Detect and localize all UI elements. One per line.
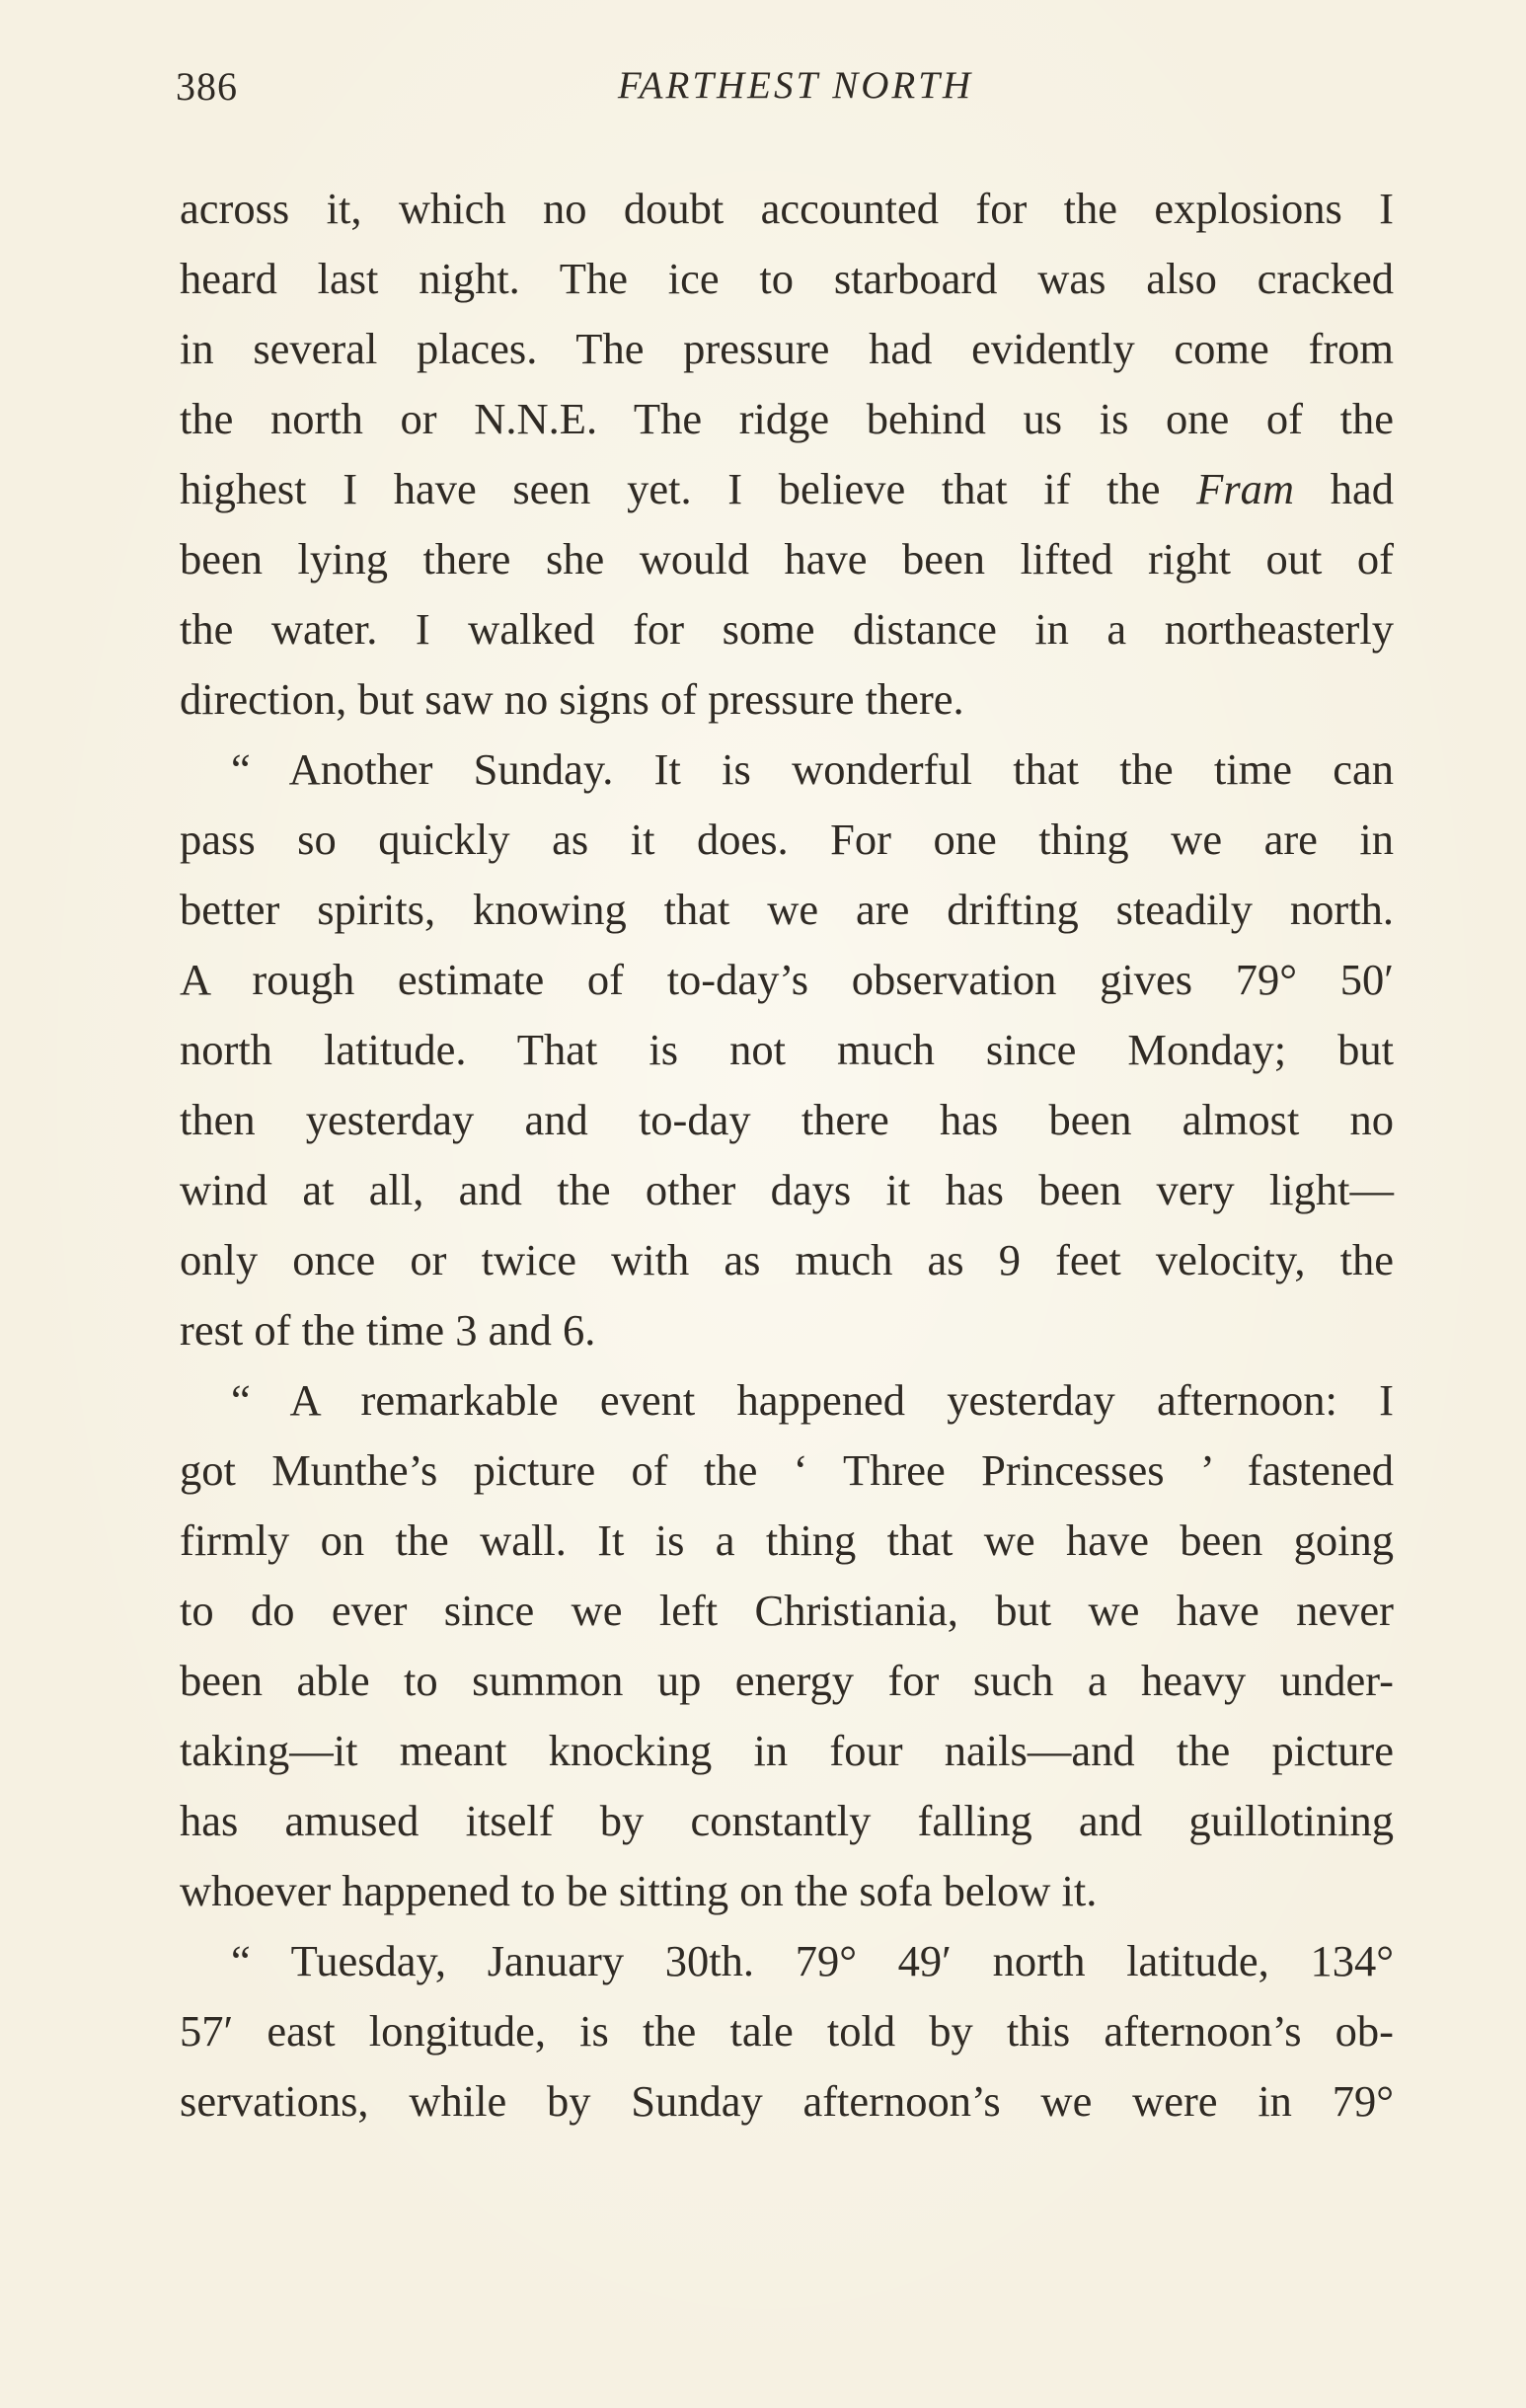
text-line: the north or N.N.E. The ridge behind us is one of the	[180, 394, 1394, 443]
text-line: “ Tuesday, January 30th. 79° 49′ north latitude, 134°	[231, 1936, 1394, 1985]
text-line: to do ever since we left Christiania, but we have never	[180, 1586, 1394, 1635]
text-line: across it, which no doubt accounted for the explosions I	[180, 184, 1394, 233]
ship-name: Fram	[1196, 464, 1295, 513]
text-line: better spirits, knowing that we are drifting steadily north.	[180, 885, 1394, 934]
text-line: 57′ east longitude, is the tale told by this afternoon’s ob-	[180, 2006, 1394, 2056]
body-text	[180, 174, 1394, 2136]
text-line: got Munthe’s picture of the ‘ Three Princesses ’ fastened	[180, 1445, 1394, 1495]
text-line: “ Another Sunday. It is wonderful that the time can	[231, 744, 1394, 794]
text-line: pass so quickly as it does. For one thing we are in	[180, 815, 1394, 864]
text-line: “ A remarkable event happened yesterday afternoon: I	[231, 1375, 1394, 1425]
text-line: north latitude. That is not much since Monday; but	[180, 1025, 1394, 1074]
running-title: FARTHEST NORTH	[617, 64, 974, 107]
page-number: 386	[176, 64, 238, 109]
text-line: rest of the time 3 and 6.	[180, 1305, 596, 1355]
text-line: in several places. The pressure had evidently come from	[180, 324, 1394, 373]
text-line: the water. I walked for some distance in a northeasterly	[180, 604, 1394, 654]
paragraph-1	[180, 174, 1394, 735]
text-line: wind at all, and the other days it has been very light—	[180, 1165, 1394, 1214]
text-segment: had	[1294, 464, 1394, 513]
text-line: whoever happened to be sitting on the sofa below it.	[180, 1866, 1098, 1915]
text-line: been lying there she would have been lifted right out of	[180, 534, 1394, 583]
text-line-with-ship-name	[180, 454, 1394, 524]
paragraph-3	[180, 1365, 1394, 1926]
text-line: then yesterday and to-day there has been almost no	[180, 1095, 1394, 1144]
text-line: only once or twice with as much as 9 feet velocity, the	[180, 1235, 1394, 1284]
text-segment: highest I have seen yet. I believe that if the	[180, 464, 1161, 513]
running-head	[176, 63, 1396, 122]
text-line: heard last night. The ice to starboard was also cracked	[180, 254, 1394, 303]
text-line: has amused itself by constantly falling and guillotining	[180, 1796, 1394, 1845]
paragraph-2	[180, 735, 1394, 1365]
paragraph-4	[180, 1926, 1394, 2136]
text-line: taking—it meant knocking in four nails—and the picture	[180, 1726, 1394, 1775]
text-line: direction, but saw no signs of pressure there.	[180, 674, 964, 724]
text-line: A rough estimate of to-day’s observation gives 79° 50′	[180, 955, 1394, 1004]
text-line: servations, while by Sunday afternoon’s we were in 79°	[180, 2076, 1394, 2126]
text-line: firmly on the wall. It is a thing that we have been going	[180, 1515, 1394, 1565]
text-line: been able to summon up energy for such a heavy under-	[180, 1656, 1394, 1705]
